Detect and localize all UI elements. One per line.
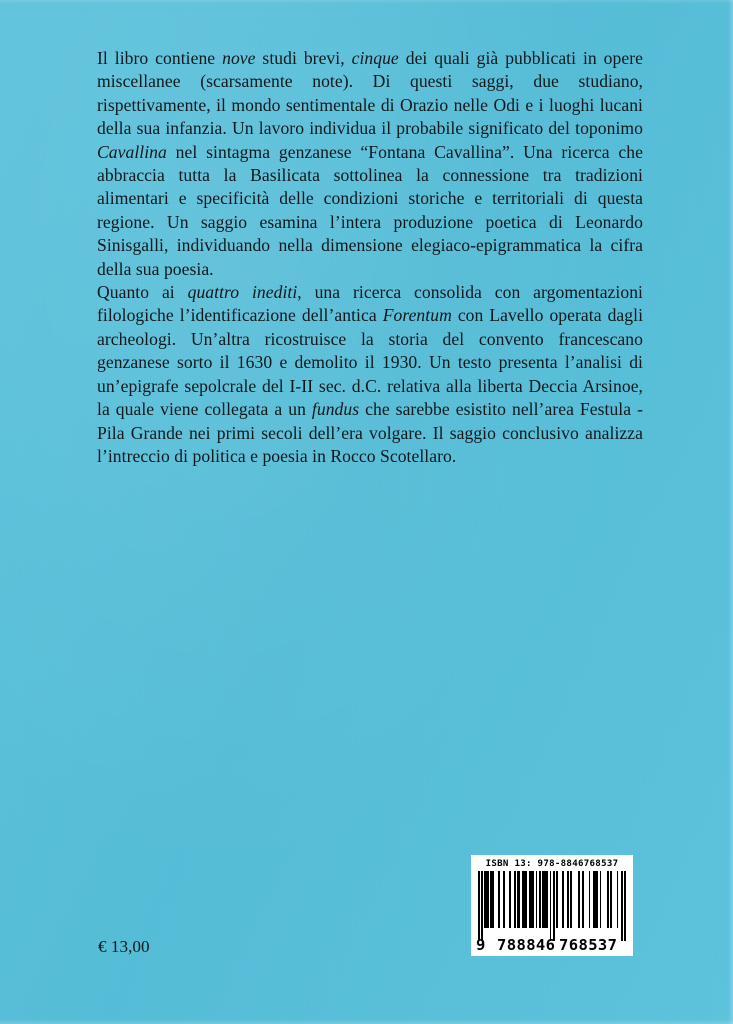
barcode-bar	[509, 871, 511, 928]
blurb-paragraph	[97, 47, 643, 281]
barcode-bar	[556, 871, 558, 928]
barcode-bar	[600, 871, 602, 928]
barcode-bar	[519, 871, 521, 928]
blurb-text: , una ricerca consolida con argomentazioni filologiche l’identificazione dell’antica	[97, 282, 643, 326]
barcode-bar	[570, 871, 572, 928]
cover-right-edge	[728, 0, 733, 1024]
barcode-bar	[533, 871, 535, 928]
barcode-bar	[589, 871, 591, 928]
blurb-emphasis: cinque	[351, 48, 399, 68]
ean-digits	[476, 937, 628, 953]
isbn-caption: ISBN 13: 978-8846768537	[485, 859, 619, 869]
barcode-bar	[582, 871, 584, 928]
barcode-bar	[607, 871, 609, 928]
blurb-emphasis: Cavallina	[97, 141, 167, 162]
barcode-bar	[562, 871, 564, 928]
barcode-bar	[547, 871, 549, 928]
blurb-paragraph	[97, 281, 643, 468]
barcode-bar	[514, 871, 516, 928]
barcode-bar	[487, 871, 489, 928]
barcode-bar	[498, 871, 500, 928]
barcode-bar	[525, 871, 527, 928]
cover-bottom-edge	[0, 1019, 733, 1024]
barcode-bar	[481, 871, 483, 941]
blurb-emphasis: nove	[222, 48, 256, 68]
blurb-text: studi brevi,	[255, 48, 352, 68]
blurb-text: nel sintagma genzanese “Fontana Cavallina”. Una ricerca che abbraccia tutta la Basilicata sottolinea la connessione tra tradizioni alimentari e specificità delle condizioni storiche e territoriali di questa regione. Un saggio esamina l’intera produzione poetica di Leonardo Sinisgalli, individuando nella dimensione elegiaco-epigrammatica la cifra della sua poesia.	[97, 141, 643, 279]
barcode-bar	[539, 871, 541, 928]
barcode-bar	[567, 871, 569, 928]
blurb-emphasis: quattro inediti	[187, 282, 298, 303]
blurb-text: Il libro contiene	[97, 48, 223, 68]
barcode-bar	[610, 871, 612, 928]
barcode-bars	[478, 871, 626, 928]
barcode-bar	[492, 871, 494, 928]
blurb-emphasis: fundus	[311, 399, 360, 420]
barcode-bar	[578, 871, 580, 928]
barcode-bar	[478, 871, 480, 941]
barcode-bar	[621, 871, 623, 941]
barcode-bar	[596, 871, 598, 928]
cover-top-edge	[0, 0, 733, 4]
blurb-text: dei quali già pubblicati in opere miscellanee (scarsamente note). Di questi saggi, due studiano, rispettivamente, il mondo sentimentale di Orazio nelle Odi e i luoghi lucani della sua infanzia. Un lavoro individua il probabile significato del toponimo	[97, 48, 643, 139]
barcode-bar	[624, 871, 626, 941]
blurb-text: Quanto ai	[97, 282, 188, 303]
barcode-bar	[617, 871, 619, 928]
isbn-barcode	[471, 855, 633, 956]
barcode-bar	[553, 871, 555, 941]
ean-left-group: 788846	[497, 935, 556, 954]
blurb-text: che sarebbe esistito nell’area Festula - Pila Grande nei primi secoli dell’era volgare. Il saggio conclusivo analizza l’intreccio di politica e poesia in Rocco Scotellaro.	[97, 399, 643, 466]
barcode-bar	[536, 871, 538, 928]
blurb-text: con Lavello operata dagli archeologi. Un’altra ricostruisce la storia del convento francescano genzanese sorto il 1630 e demolito il 1930. Un testo presenta l’analisi di un’epigrafe sepolcrale del I-II sec. d.C. relativa alla liberta Deccia Arsinoe, la quale viene collegata a un	[97, 305, 644, 420]
ean-lead-digit: 9	[476, 935, 486, 954]
barcode-bar	[550, 871, 552, 941]
price-label: € 13,00	[98, 937, 150, 956]
blurb-emphasis: Forentum	[382, 305, 452, 326]
back-cover-blurb	[97, 47, 643, 468]
barcode-bar	[503, 871, 505, 928]
ean-right-group: 768537	[559, 935, 618, 954]
